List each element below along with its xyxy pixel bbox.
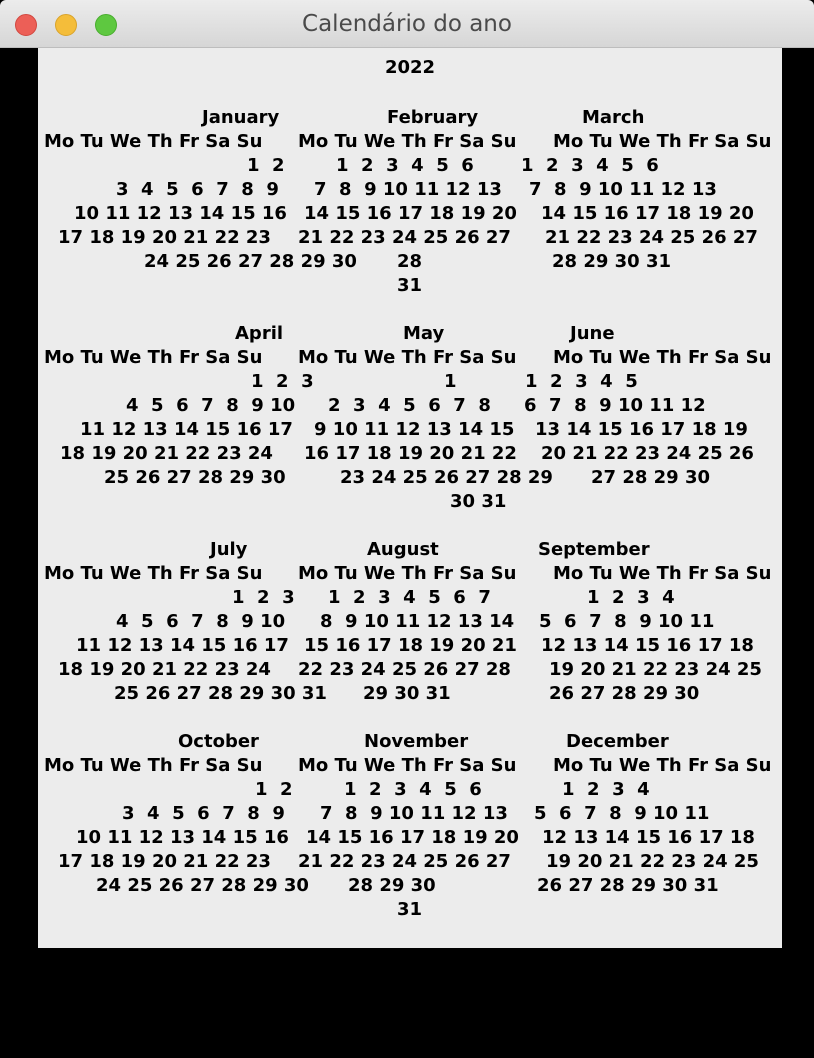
weekday-header-august: Mo Tu We Th Fr Sa Su <box>298 563 517 584</box>
week-row-may-4: 16 17 18 19 20 21 22 <box>304 443 517 464</box>
week-row-october-4: 17 18 19 20 21 22 23 <box>58 851 271 872</box>
year-calendar-grid <box>38 48 782 948</box>
week-row-july-1: 1 2 3 <box>232 587 295 608</box>
weekday-header-april: Mo Tu We Th Fr Sa Su <box>44 347 263 368</box>
week-row-march-1: 1 2 3 4 5 6 <box>521 155 659 176</box>
week-row-april-4: 18 19 20 21 22 23 24 <box>60 443 273 464</box>
weekday-header-july: Mo Tu We Th Fr Sa Su <box>44 563 263 584</box>
week-row-february-2: 7 8 9 10 11 12 13 <box>314 179 502 200</box>
week-row-august-2: 8 9 10 11 12 13 14 <box>320 611 515 632</box>
week-row-december-4: 19 20 21 22 23 24 25 <box>546 851 759 872</box>
week-row-january-5: 24 25 26 27 28 29 30 <box>144 251 357 272</box>
month-title-november: November <box>364 731 469 752</box>
calendar-year: 2022 <box>384 57 436 78</box>
month-title-june: June <box>570 323 615 344</box>
week-row-september-4: 19 20 21 22 23 24 25 <box>549 659 762 680</box>
weekday-header-march: Mo Tu We Th Fr Sa Su <box>553 131 772 152</box>
week-row-july-3: 11 12 13 14 15 16 17 <box>76 635 289 656</box>
week-row-december-3: 12 13 14 15 16 17 18 <box>542 827 755 848</box>
week-row-march-3: 14 15 16 17 18 19 20 <box>541 203 754 224</box>
week-row-february-1: 1 2 3 4 5 6 <box>336 155 474 176</box>
week-row-may-6: 30 31 <box>450 491 507 512</box>
week-row-january-1: 1 2 <box>247 155 285 176</box>
weekday-header-may: Mo Tu We Th Fr Sa Su <box>298 347 517 368</box>
month-title-february: February <box>387 107 479 128</box>
week-row-september-1: 1 2 3 4 <box>587 587 675 608</box>
week-row-june-3: 13 14 15 16 17 18 19 <box>535 419 748 440</box>
weekday-header-october: Mo Tu We Th Fr Sa Su <box>44 755 263 776</box>
week-row-july-4: 18 19 20 21 22 23 24 <box>58 659 271 680</box>
week-row-april-3: 11 12 13 14 15 16 17 <box>80 419 293 440</box>
week-row-march-2: 7 8 9 10 11 12 13 <box>529 179 717 200</box>
week-row-january-2: 3 4 5 6 7 8 9 <box>116 179 279 200</box>
month-title-december: December <box>566 731 669 752</box>
week-row-april-1: 1 2 3 <box>251 371 314 392</box>
week-row-august-3: 15 16 17 18 19 20 21 <box>304 635 517 656</box>
week-row-may-1: 1 <box>444 371 457 392</box>
week-row-october-6: 31 <box>397 899 423 920</box>
week-row-october-1: 1 2 <box>255 779 293 800</box>
week-row-november-2: 7 8 9 10 11 12 13 <box>320 803 508 824</box>
week-row-june-2: 6 7 8 9 10 11 12 <box>524 395 706 416</box>
week-row-january-4: 17 18 19 20 21 22 23 <box>58 227 271 248</box>
week-row-july-2: 4 5 6 7 8 9 10 <box>116 611 286 632</box>
month-title-october: October <box>178 731 259 752</box>
week-row-june-5: 27 28 29 30 <box>591 467 710 488</box>
week-row-october-3: 10 11 12 13 14 15 16 <box>76 827 289 848</box>
weekday-header-june: Mo Tu We Th Fr Sa Su <box>553 347 772 368</box>
weekday-header-february: Mo Tu We Th Fr Sa Su <box>298 131 517 152</box>
weekday-header-january: Mo Tu We Th Fr Sa Su <box>44 131 263 152</box>
week-row-september-2: 5 6 7 8 9 10 11 <box>539 611 715 632</box>
week-row-november-1: 1 2 3 4 5 6 <box>344 779 482 800</box>
month-title-march: March <box>582 107 645 128</box>
month-title-july: July <box>210 539 248 560</box>
week-row-march-4: 21 22 23 24 25 26 27 <box>545 227 758 248</box>
week-row-february-5: 28 <box>397 251 423 272</box>
calendar-view <box>38 48 782 948</box>
week-row-november-5: 28 29 30 <box>348 875 436 896</box>
window-title: Calendário do ano <box>302 11 512 37</box>
month-title-september: September <box>538 539 650 560</box>
month-title-january: January <box>202 107 280 128</box>
weekday-header-december: Mo Tu We Th Fr Sa Su <box>553 755 772 776</box>
week-row-january-3: 10 11 12 13 14 15 16 <box>74 203 287 224</box>
week-row-april-2: 4 5 6 7 8 9 10 <box>126 395 296 416</box>
week-row-may-3: 9 10 11 12 13 14 15 <box>314 419 515 440</box>
week-row-april-5: 25 26 27 28 29 30 <box>104 467 286 488</box>
month-title-august: August <box>367 539 439 560</box>
week-row-june-1: 1 2 3 4 5 <box>525 371 638 392</box>
week-row-may-5: 23 24 25 26 27 28 29 <box>340 467 553 488</box>
week-row-september-3: 12 13 14 15 16 17 18 <box>541 635 754 656</box>
week-row-august-4: 22 23 24 25 26 27 28 <box>298 659 511 680</box>
week-row-july-5: 25 26 27 28 29 30 31 <box>114 683 327 704</box>
window-titlebar[interactable] <box>0 0 814 48</box>
week-row-may-2: 2 3 4 5 6 7 8 <box>328 395 491 416</box>
week-row-january-6: 31 <box>397 275 423 296</box>
week-row-august-1: 1 2 3 4 5 6 7 <box>328 587 491 608</box>
week-row-june-4: 20 21 22 23 24 25 26 <box>541 443 754 464</box>
week-row-october-5: 24 25 26 27 28 29 30 <box>96 875 309 896</box>
weekday-header-november: Mo Tu We Th Fr Sa Su <box>298 755 517 776</box>
month-title-may: May <box>403 323 445 344</box>
week-row-october-2: 3 4 5 6 7 8 9 <box>122 803 285 824</box>
week-row-december-1: 1 2 3 4 <box>562 779 650 800</box>
week-row-december-2: 5 6 7 8 9 10 11 <box>534 803 710 824</box>
week-row-november-3: 14 15 16 17 18 19 20 <box>306 827 519 848</box>
week-row-august-5: 29 30 31 <box>363 683 451 704</box>
week-row-november-4: 21 22 23 24 25 26 27 <box>298 851 511 872</box>
week-row-february-4: 21 22 23 24 25 26 27 <box>298 227 511 248</box>
week-row-march-5: 28 29 30 31 <box>552 251 671 272</box>
week-row-december-5: 26 27 28 29 30 31 <box>537 875 719 896</box>
week-row-february-3: 14 15 16 17 18 19 20 <box>304 203 517 224</box>
weekday-header-september: Mo Tu We Th Fr Sa Su <box>553 563 772 584</box>
week-row-september-5: 26 27 28 29 30 <box>549 683 700 704</box>
month-title-april: April <box>235 323 284 344</box>
